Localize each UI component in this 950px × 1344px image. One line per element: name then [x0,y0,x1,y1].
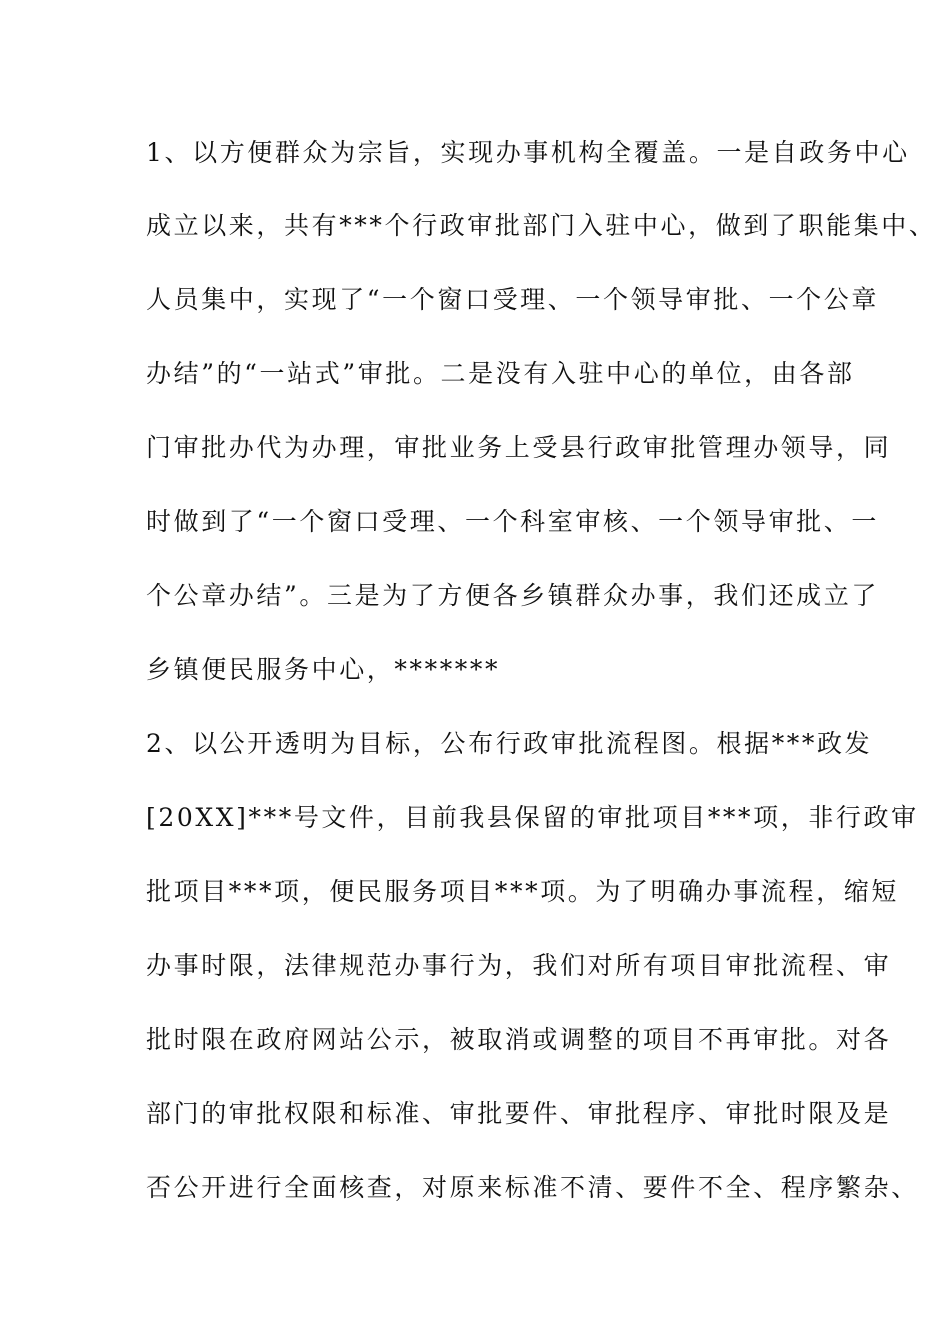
text-line: [20XX]***号文件，目前我县保留的审批项目***项，非行政审 [146,803,919,832]
text-line: 否公开进行全面核查，对原来标准不清、要件不全、程序繁杂、 [146,1173,919,1202]
text-line: 人员集中，实现了“一个窗口受理、一个领导审批、一个公章 [146,285,879,314]
text-line: 批时限在政府网站公示，被取消或调整的项目不再审批。对各 [146,1025,892,1054]
text-line: 成立以来，共有***个行政审批部门入驻中心，做到了职能集中、 [146,211,937,240]
text-line: 2、以公开透明为目标，公布行政审批流程图。根据***政发 [146,729,873,758]
text-line: 批项目***项，便民服务项目***项。为了明确办事流程，缩短 [146,877,900,906]
text-line: 门审批办代为办理，审批业务上受县行政审批管理办领导，同 [146,433,892,462]
text-line: 1、以方便群众为宗旨，实现办事机构全覆盖。一是自政务中心 [146,138,910,167]
text-line: 时做到了“一个窗口受理、一个科室审核、一个领导审批、一 [146,507,879,536]
text-line: 办事时限，法律规范办事行为，我们对所有项目审批流程、审 [146,951,892,980]
text-line: 部门的审批权限和标准、审批要件、审批程序、审批时限及是 [146,1099,892,1128]
text-line: 乡镇便民服务中心，******* [146,655,501,684]
text-line: 个公章办结”。三是为了方便各乡镇群众办事，我们还成立了 [146,581,879,610]
text-line: 办结”的“一站式”审批。二是没有入驻中心的单位，由各部 [146,359,855,388]
